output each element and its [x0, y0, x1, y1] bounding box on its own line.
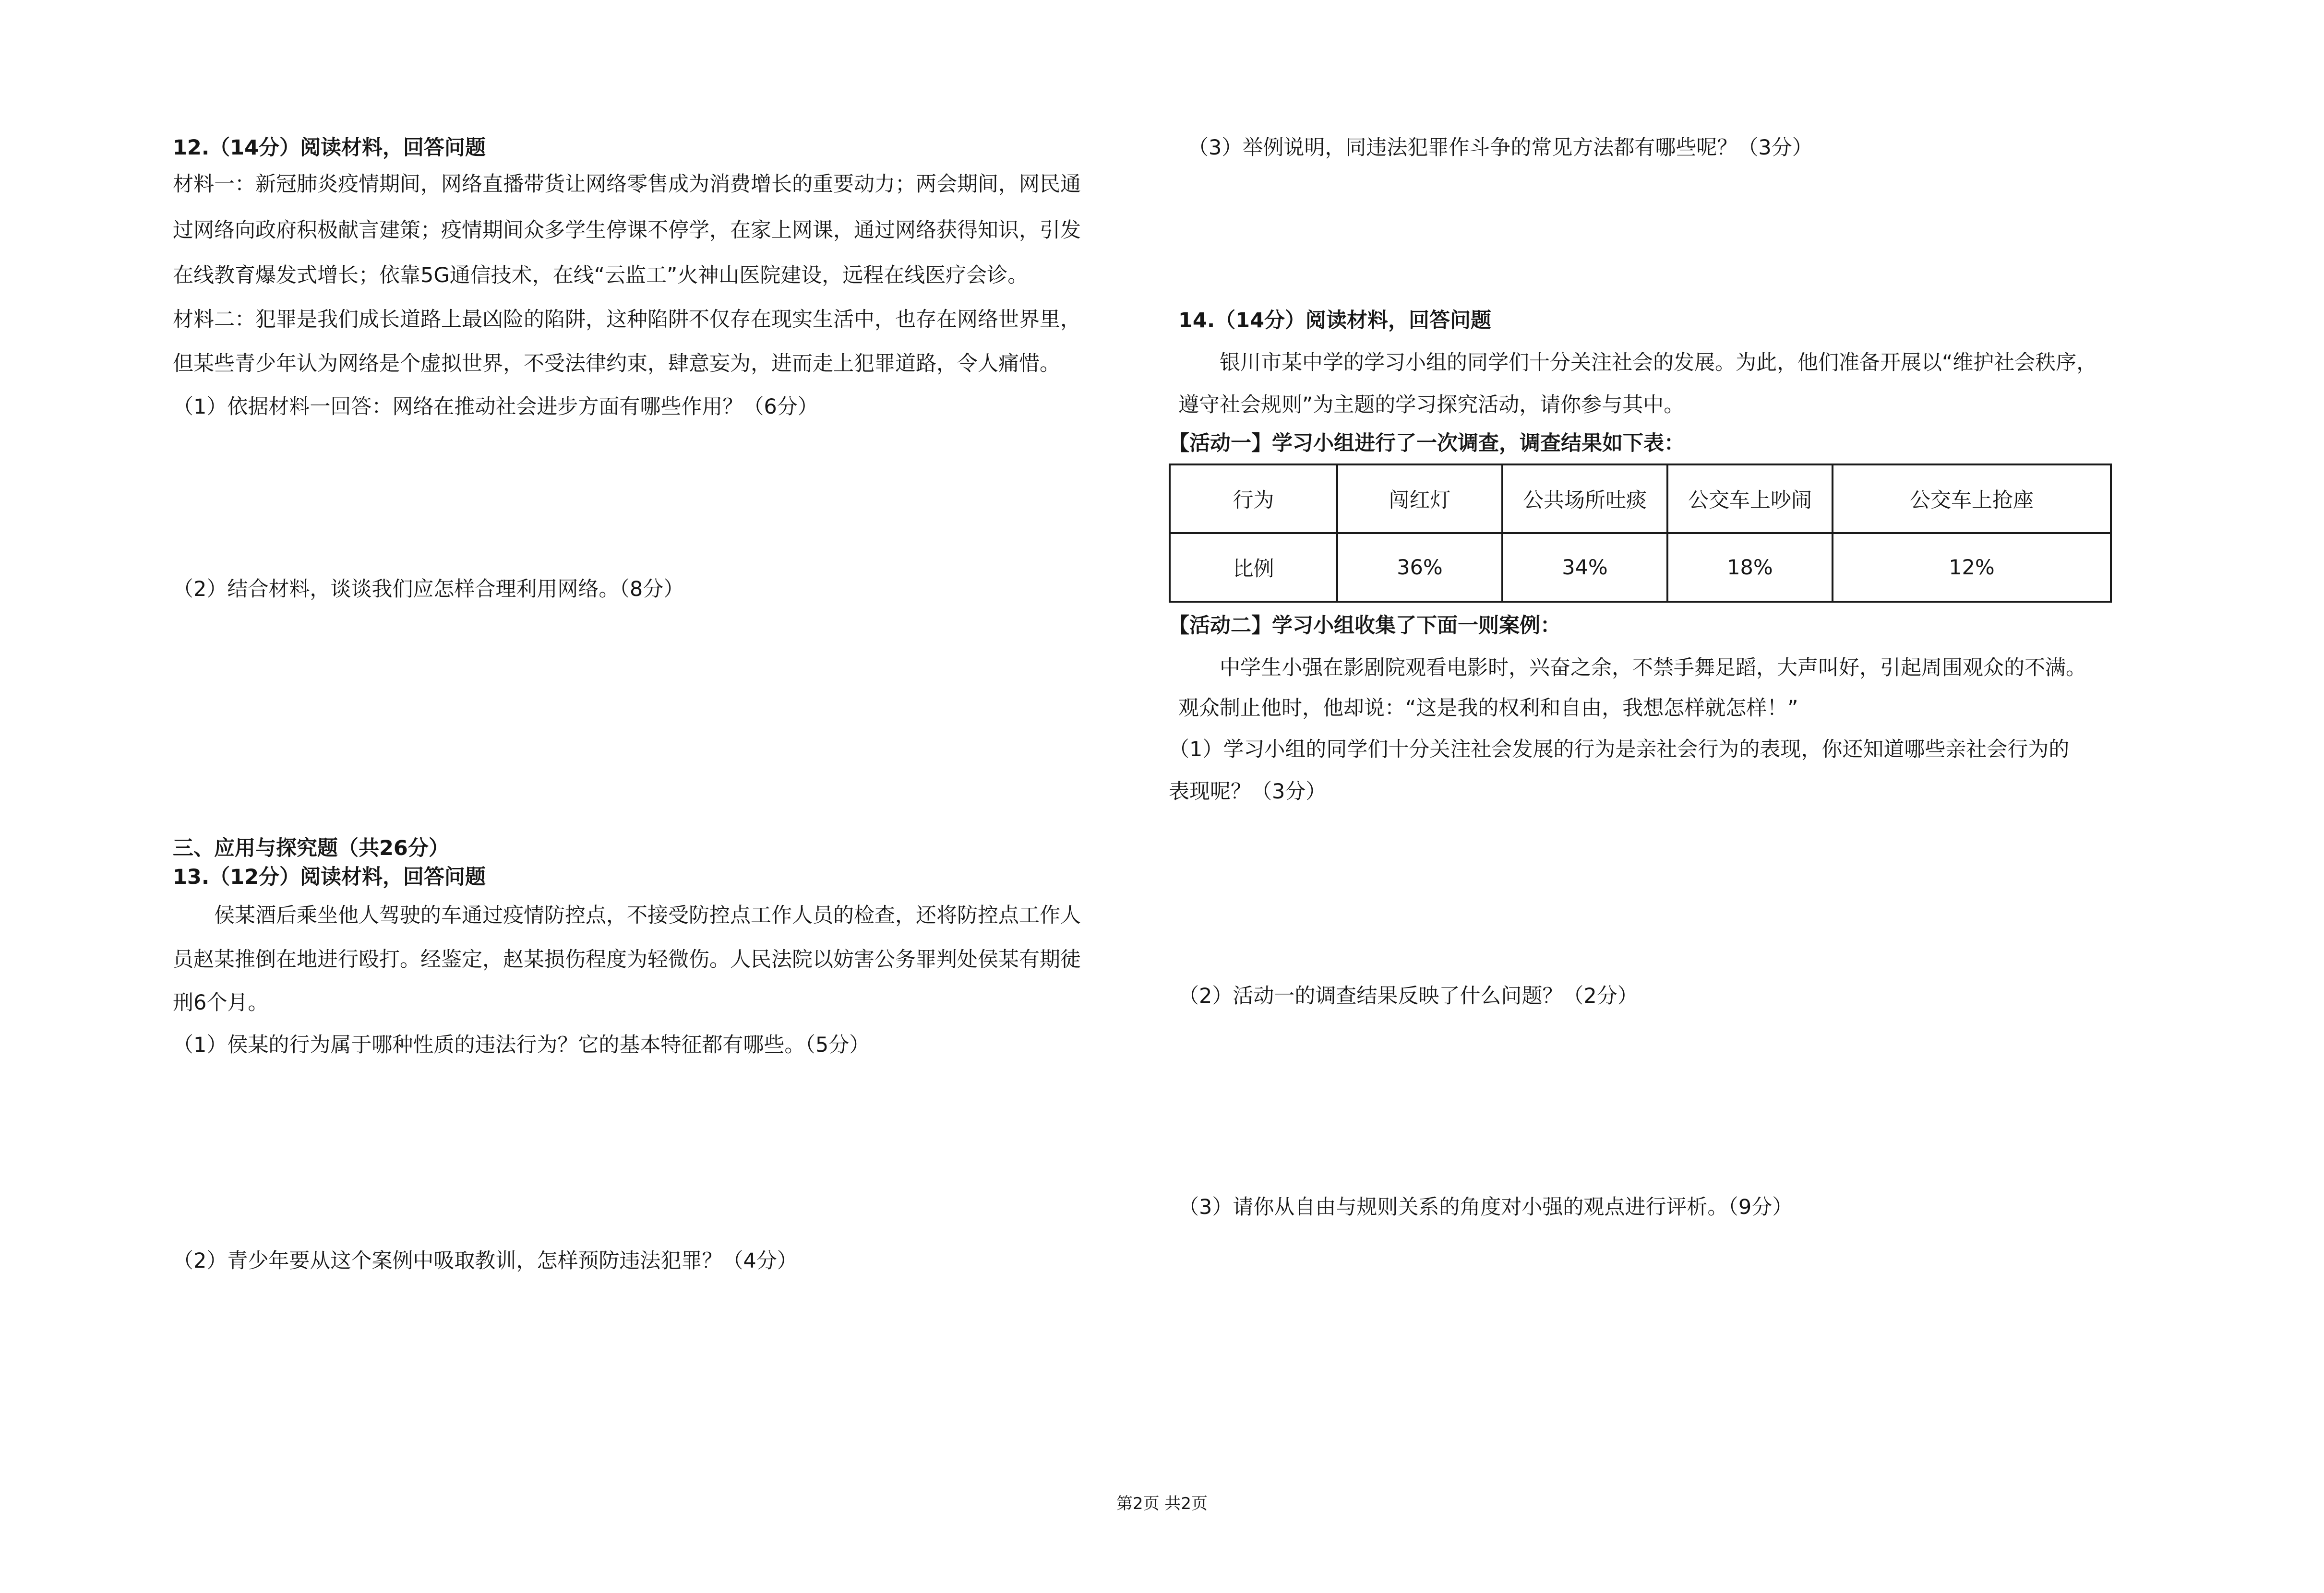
table-cell: 比例 — [1170, 533, 1337, 602]
survey-table — [1169, 464, 2112, 603]
q13-sub2: （2）青少年要从这个案例中吸取教训，怎样预防违法犯罪？（4分） — [173, 1249, 798, 1273]
q12-sub2: （2）结合材料，谈谈我们应怎样合理利用网络。（8分） — [173, 577, 684, 601]
section3-title: 三、应用与探究题（共26分） — [173, 836, 449, 860]
table-header-cell: 公交车上抢座 — [1833, 464, 2111, 533]
q13-sub1: （1）侯某的行为属于哪种性质的违法行为？它的基本特征都有哪些。（5分） — [173, 1033, 870, 1057]
q14-sub3: （3）请你从自由与规则关系的角度对小强的观点进行评析。（9分） — [1178, 1195, 1793, 1219]
q12-material1-line: 过网络向政府积极献言建策；疫情期间众多学生停课不停学，在家上网课，通过网络获得知识，引发 — [173, 218, 1081, 242]
q13-material-line: 员赵某推倒在地进行殴打。经鉴定，赵某损伤程度为轻微伤。人民法院以妨害公务罪判处侯某有期徒 — [173, 948, 1081, 972]
q14-case-line: 观众制止他时，他却说：“这是我的权利和自由，我想怎样就怎样！” — [1178, 696, 1798, 720]
table-cell: 36% — [1337, 533, 1502, 602]
table-row — [1170, 464, 2111, 533]
table-header-cell: 闯红灯 — [1337, 464, 1502, 533]
q14-sub2: （2）活动一的调查结果反映了什么问题？（2分） — [1178, 984, 1638, 1008]
q14-sub1-line: （1）学习小组的同学们十分关注社会发展的行为是亲社会行为的表现，你还知道哪些亲社会行为的 — [1169, 737, 2070, 761]
table-row — [1170, 533, 2111, 602]
q14-header: 14.（14分）阅读材料，回答问题 — [1178, 309, 1492, 333]
q12-material2-line: 但某些青少年认为网络是个虚拟世界，不受法律约束，肆意妄为，进而走上犯罪道路，令人痛惜。 — [173, 352, 1060, 376]
table-header-cell: 公交车上吵闹 — [1667, 464, 1833, 533]
q13-material-line: 侯某酒后乘坐他人驾驶的车通过疫情防控点，不接受防控点工作人员的检查，还将防控点工作人 — [214, 903, 1081, 927]
table-header-cell: 行为 — [1170, 464, 1337, 533]
activity2-label: 【活动二】学习小组收集了下面一则案例： — [1169, 614, 1561, 638]
q12-material2-line: 材料二：犯罪是我们成长道路上最凶险的陷阱，这种陷阱不仅存在现实生活中，也存在网络世界里， — [173, 308, 1081, 332]
activity1-label: 【活动一】学习小组进行了一次调查，调查结果如下表： — [1169, 431, 1685, 455]
page-footer: 第2页 共2页 — [1116, 1494, 1208, 1513]
q13-header: 13.（12分）阅读材料，回答问题 — [173, 865, 486, 889]
q13-sub3: （3）举例说明，同违法犯罪作斗争的常见方法都有哪些呢？（3分） — [1188, 136, 1813, 160]
q14-intro-line: 遵守社会规则”为主题的学习探究活动，请你参与其中。 — [1178, 393, 1685, 417]
q12-sub1: （1）依据材料一回答：网络在推动社会进步方面有哪些作用？（6分） — [173, 395, 818, 419]
table-cell: 34% — [1502, 533, 1667, 602]
q12-header: 12.（14分）阅读材料，回答问题 — [173, 136, 486, 160]
q12-material1-line: 材料一：新冠肺炎疫情期间，网络直播带货让网络零售成为消费增长的重要动力；两会期间，网民通 — [173, 172, 1081, 196]
table-header-cell: 公共场所吐痰 — [1502, 464, 1667, 533]
q14-case-line: 中学生小强在影剧院观看电影时，兴奋之余，不禁手舞足蹈，大声叫好，引起周围观众的不满。 — [1220, 656, 2086, 680]
q12-material1-line: 在线教育爆发式增长；依靠5G通信技术，在线“云监工”火神山医院建设，远程在线医疗会诊。 — [173, 263, 1029, 287]
q14-sub1-line: 表现呢？（3分） — [1169, 780, 1327, 804]
table-cell: 12% — [1833, 533, 2111, 602]
q13-material-line: 刑6个月。 — [173, 991, 269, 1015]
table-cell: 18% — [1667, 533, 1833, 602]
q14-intro-line: 银川市某中学的学习小组的同学们十分关注社会的发展。为此，他们准备开展以“维护社会秩序， — [1220, 351, 2097, 375]
